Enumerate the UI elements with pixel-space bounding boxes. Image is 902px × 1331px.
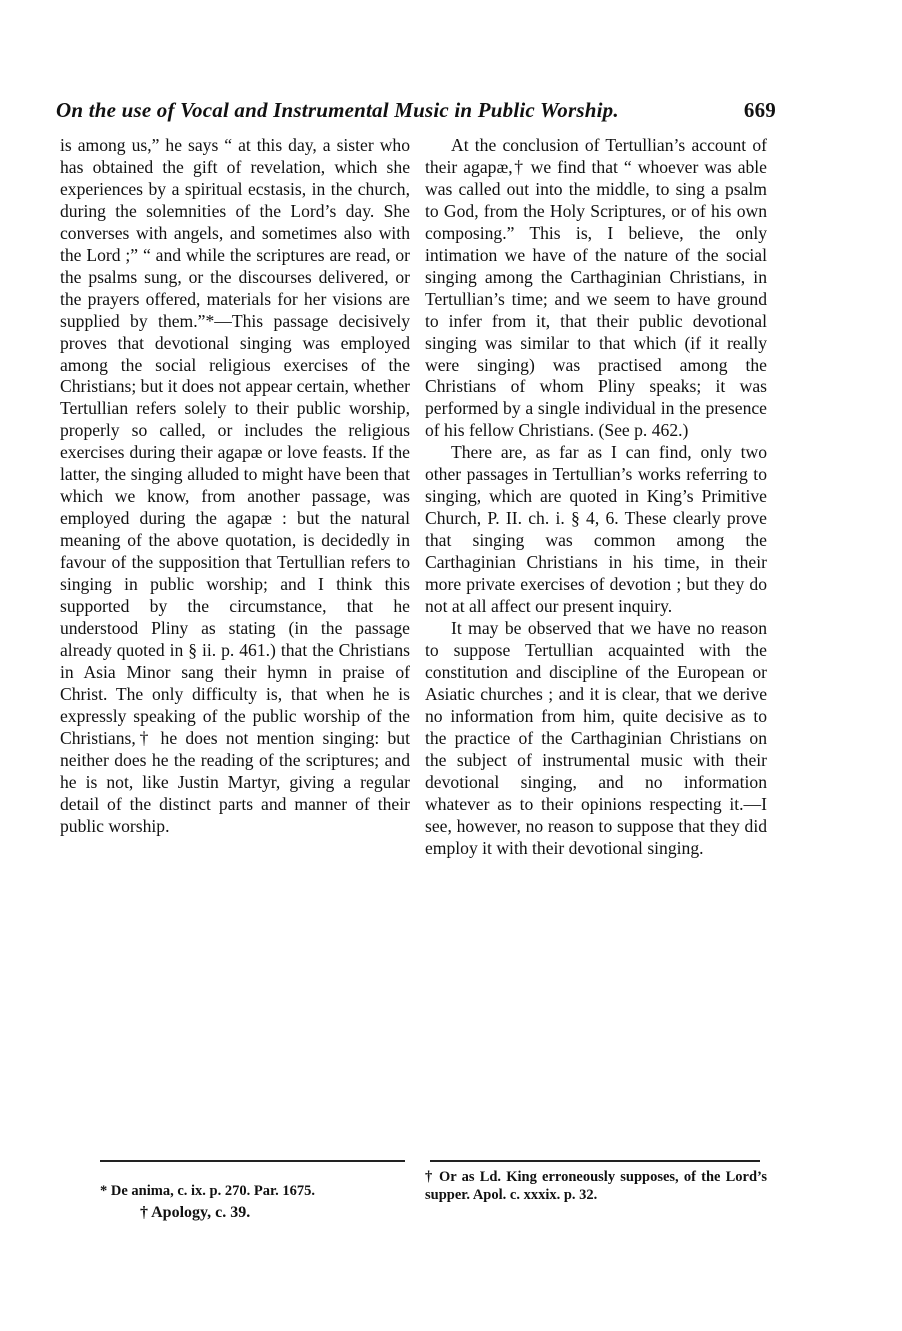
right-column bbox=[425, 135, 767, 859]
page-number: 669 bbox=[743, 98, 776, 122]
footnote-rule-left bbox=[100, 1160, 405, 1162]
footnote-lord-king: † Or as Ld. King erroneously supposes, of the Lord’s supper. Apol. c. xxxix. p. 32. bbox=[425, 1169, 767, 1203]
right-paragraph-2: There are, as far as I can find, only two other passages in Tertullian’s works referring to singing, which are quoted in King’s Primitive Church, P. II. ch. i. § 4, 6. These clearly prove that singing was common among the Carthaginian Christians in his time, in their more private exercises of devotion ; but they do not at all affect our present inquiry. bbox=[425, 442, 767, 617]
running-title: On the use of Vocal and Instrumental Music in Public Worship. bbox=[56, 98, 619, 122]
footnotes-right bbox=[425, 1168, 767, 1204]
footnote-de-anima: * De anima, c. ix. p. 270. Par. 1675. bbox=[100, 1183, 315, 1199]
footnotes-left bbox=[100, 1180, 410, 1224]
right-paragraph-1: At the conclusion of Tertullian’s account of their agapæ,† we find that “ whoever was able was called out into the middle, to sing a psalm to God, from the Holy Scriptures, or of his own composing.” This is, I believe, the only intimation we have of the nature of the social singing among the Carthaginian Christians, in Tertullian’s time; and we seem to have ground to infer from it, that their public devotional singing was similar to that which (if it really were singing) was practised among the Christians of whom Pliny speaks; it was performed by a single individual in the presence of his fellow Christians. (See p. 462.) bbox=[425, 135, 767, 441]
footnote-rule-right bbox=[430, 1160, 760, 1162]
left-paragraph-1: is among us,” he says “ at this day, a sister who has obtained the gift of revelation, which she experiences by a spiritual ecstasis, in the church, during the solemnities of the Lord’s day. She converses with angels, and sometimes also with the Lord ;” “ and while the scriptures are read, or the psalms sung, or the discourses delivered, or the prayers offered, materials for her visions are supplied by them.”*—This passage decisively proves that devotional singing was employed among the social religious exercises of the Christians; but it does not appear certain, whether Tertullian refers solely to their public worship, properly so called, or includes the religious exercises during their agapæ or love feasts. If the latter, the singing alluded to might have been that which we know, from another passage, was employed during the agapæ : but the natural meaning of the above quotation, is decidedly in favour of the supposition that Tertullian refers to singing in public worship; and I think this supported by the circumstance, that he understood Pliny as stating (in the passage already quoted in § ii. p. 461.) that the Christians in Asia Minor sang their hymn in praise of Christ. The only difficulty is, that when he is expressly speaking of the public worship of the Christians,† he does not mention singing: but neither does he the reading of the scriptures; and he is not, like Justin Martyr, giving a regular detail of the distinct parts and manner of their public worship. bbox=[60, 135, 410, 836]
running-header bbox=[56, 98, 776, 123]
left-column bbox=[60, 135, 410, 838]
footnote-apology: † Apology, c. 39. bbox=[140, 1204, 251, 1221]
right-paragraph-3: It may be observed that we have no reason to suppose Tertullian acquainted with the constitution and discipline of the European or Asiatic churches ; and it is clear, that we derive no information from him, quite decisive as to the practice of the Carthaginian Christians on the subject of instrumental music with their devotional singing, and no information whatever as to their opinions respecting it.—I see, however, no reason to suppose that they did employ it with their devotional singing. bbox=[425, 617, 767, 858]
